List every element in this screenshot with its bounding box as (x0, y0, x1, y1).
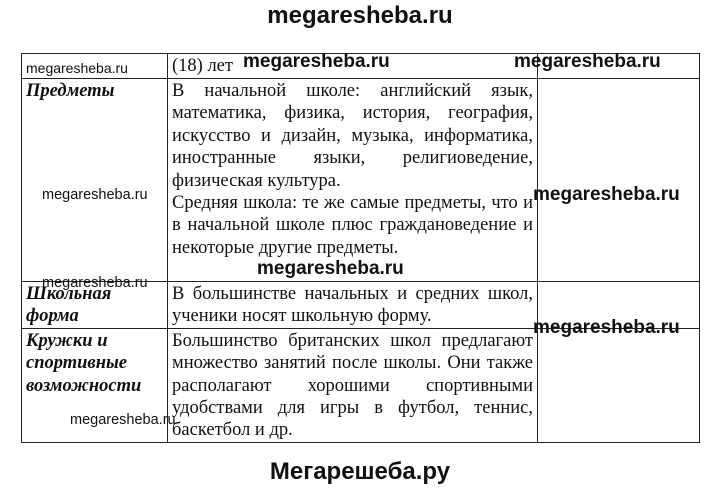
row-content (168, 79, 538, 282)
row-label: Кружки и спортивные возможности (22, 328, 168, 442)
row-label: Предметы (22, 79, 168, 282)
watermark-bold: megaresheba.ru (243, 51, 390, 72)
row-extra-cell (538, 328, 700, 442)
row-extra-cell (538, 79, 700, 282)
watermark-bold: megaresheba.ru (514, 51, 661, 72)
watermark-bold: megaresheba.ru (257, 258, 404, 279)
row-content (168, 282, 538, 329)
row-paragraph: Большинство британских школ предлагают множество занятий после школы. Они также располагают хорошими спортивными удобствами для игры в футбол, теннис, баскетбол и др. (172, 330, 533, 441)
watermark-small: megaresheba.ru (42, 275, 148, 291)
row-paragraph: В большинстве начальных и средних школ, ученики носят школьную форму. (172, 284, 533, 327)
site-header-title: megaresheba.ru (267, 2, 453, 29)
watermark-small: megaresheba.ru (70, 412, 176, 428)
table-row (22, 79, 700, 282)
row-label: Школьная форма (22, 282, 168, 329)
row-paragraph: Средняя школа: те же самые предметы, что и в начальной школе плюс граждановедение и некоторые другие предметы. (172, 193, 533, 258)
watermark-bold: megaresheba.ru (533, 317, 680, 338)
watermark-small: megaresheba.ru (42, 187, 148, 203)
site-footer-title: Мегарешеба.ру (269, 458, 451, 485)
watermark-bold: megaresheba.ru (533, 184, 680, 205)
info-table (21, 53, 700, 443)
row-paragraph: В начальной школе: английский язык, математика, физика, история, география, искусство и дизайн, музыка, информатика, иностранные языки, религиоведение, физическая культура. (172, 81, 533, 191)
row-content (168, 328, 538, 442)
row-paragraph: (18) лет (172, 56, 233, 76)
row-label: megaresheba.ru (22, 54, 168, 79)
